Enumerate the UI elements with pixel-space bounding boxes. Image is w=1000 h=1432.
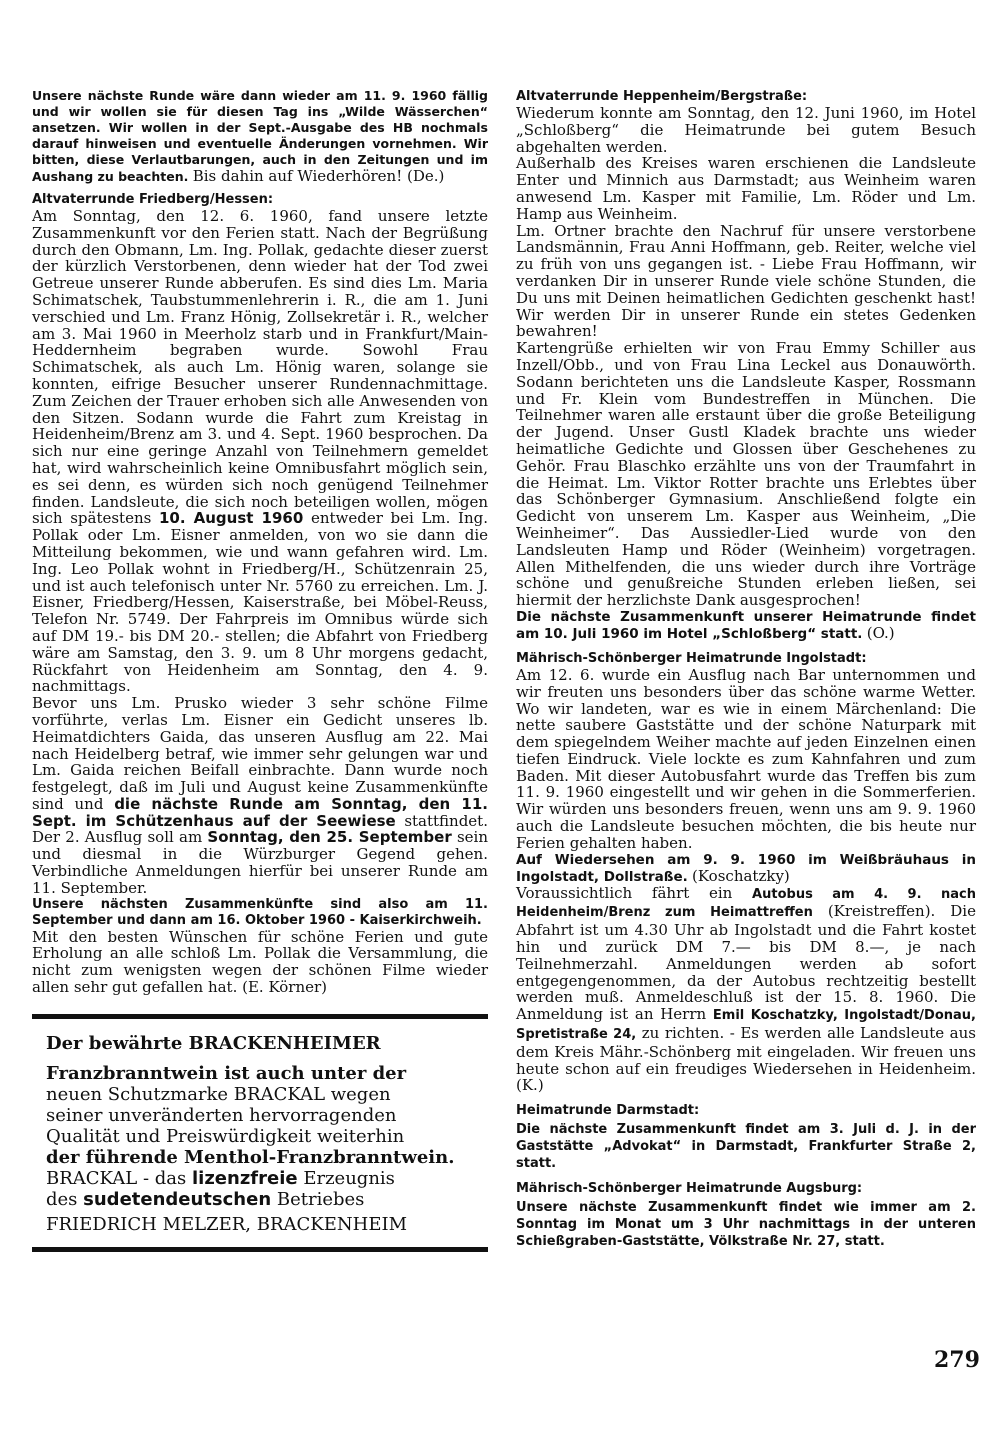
heading-darmstadt: Heimatrunde Darmstadt: [516,1103,700,1119]
section-darmstadt [516,1102,976,1172]
heading-heppenheim: Altvaterrunde Heppenheim/Bergstraße: [516,89,808,104]
ad-line-3: seiner unveränderten hervorragenden [46,1104,397,1126]
section-ingolstadt [516,650,976,1094]
ingolstadt-paragraph-3: Voraussichtlich fährt ein Autobus am 4. 9. nach Heidenheim/Brenz zum Heimattreffen (Kreistreffen). Die Abfahrt ist um 4.30 Uhr ab Ingolstadt und die Fahrt kostet hin und zurück DM 7.— bis DM 8.—, je nach Teilnehmerzahl. Anmeldungen werden ab sofort entgegengenommen, da der Autobus rechtzeitig bestellt werden muß. Anmeldeschluß ist der 15. 8. 1960. Die Anmeldung ist an Herrn Emil Koschatzky, Ingolstadt/Donau, Spretistraße 24, zu richten. - Es werden alle Landsleute aus dem Kreis Mähr.-Schönberg mit eingeladen. Wir freuen uns heute schon auf ein freudiges Wiedersehen in Heidenheim. (K.) [516,883,976,1095]
ad-line-8: FRIEDRICH MELZER, BRACKENHEIM [46,1213,408,1235]
ad-line-4: Qualität und Preiswürdigkeit weiterhin [46,1125,405,1147]
ingolstadt-paragraph-2: Auf Wiedersehen am 9. 9. 1960 im Weißbräuhaus in Ingolstadt, Dollstraße. (Koschatzky) [516,851,976,885]
left-column [32,88,488,1252]
darmstadt-paragraph-1: Die nächste Zusammenkunft findet am 3. Juli d. J. in der Gaststätte „Advokat“ in Darmstadt, Frankfurter Straße 2, statt. [516,1122,976,1172]
intro-paragraph: Unsere nächste Runde wäre dann wieder am 11. 9. 1960 fällig und wir wollen sie für diesen Tag ins „Wilde Wässerchen“ ansetzen. Wir wollen in der Sept.-Ausgabe des HB nochmals darauf hinweisen und eventuelle Änderungen vornehmen. Wir bitten, diese Verlautbarungen, auch in den Zeitungen und im Aushang zu beachten. Bis dahin auf Wiederhören! (De.) [32,88,488,185]
ad-bottom-rule [32,1247,488,1252]
ad-line-1: Franzbranntwein ist auch unter der [46,1062,407,1084]
friedberg-paragraph-2: Bevor uns Lm. Prusko wieder 3 sehr schöne Filme vorführte, verlas Lm. Eisner ein Gedicht unseres lb. Heimatdichters Gaida, das unseren Ausflug am 22. Mai nach Heidelberg betraf, wie immer sehr gelungen war und Lm. Gaida reichen Beifall einbrachte. Dann wurde noch festgelegt, daß im Juli und August keine Zusammenkünfte sind und die nächste Runde am Sonntag, den 11. Sept. im Schützenhaus auf der Seewiese stattfindet. Der 2. Ausflug soll am Sonntag, den 25. September sein und diesmal in die Würzburger Gegend gehen. Verbindliche Anmeldungen hierfür bei unserer Runde am 11. September. [32,694,488,897]
ad-line-6: BRACKAL - das lizenzfreie Erzeugnis [46,1167,395,1189]
heppenheim-paragraph-4: Kartengrüße erhielten wir von Frau Emmy Schiller aus Inzell/Obb., und von Frau Lina Leckel aus Donauwörth. Sodann berichteten uns die Landsleute Kasper, Rossmann und Fr. Klein vom Bundestreffen in München. Die Teilnehmer waren alle erstaunt über die große Beteiligung der Jugend. Unser Gustl Kladek brachte uns wieder heimatliche Gedichte und Glossen über Geschehenes zu Gehör. Frau Blaschko erzählte uns von der Traumfahrt in die Heimat. Lm. Viktor Rotter brachte uns Erlebtes über das Schönberger Gymnasium. Anschließend folgte ein Gedicht von unserem Lm. Kasper aus Weinheim, „Die Weinheimer“. Das Aussiedler-Lied wurde von den Landsleuten Hamp und Röder (Weinheim) vorgetragen. Allen Mithelfenden, die uns wieder durch ihre Vorträge schöne und genußreiche Stunden erleben ließen, sei hiermit der herzlichste Dank ausgesprochen! [516,339,976,610]
ad-line-7: des sudetendeutschen Betriebes [46,1188,365,1210]
intro-tail: Bis dahin auf Wiederhören! (De.) [192,167,445,185]
heading-ingolstadt: Mährisch-Schönberger Heimatrunde Ingolstadt: [516,650,867,666]
advertisement [32,1014,488,1252]
friedberg-paragraph-1: Am Sonntag, den 12. 6. 1960, fand unsere letzte Zusammenkunft vor den Ferien statt. Nach der Begrüßung durch den Obmann, Lm. Ing. Pollak, gedachte dieser zuerst der kürzlich Verstorbenen, denn wieder hat der Tod zwei Getreue unserer Runde abberufen. Es sind dies Lm. Maria Schimatschek, Taubstummenlehrerin i. R., die am 1. Juni verschied und Lm. Franz Hönig, Zollsekretär i. R., welcher am 3. Mai 1960 in Meerholz starb und in Frankfurt/Main-Heddernheim begraben wurde. Sowohl Frau Schimatschek, als auch Lm. Hönig waren, solange sie konnten, eifrige Besucher unserer Rundennachmittage. Zum Zeichen der Trauer erhoben sich alle Anwesenden von den Sitzen. Sodann wurde die Fahrt zum Kreistag in Heidenheim/Brenz am 3. und 4. Sept. 1960 besprochen. Da sich nur eine geringe Anzahl von Teilnehmern gemeldet hat, wird wahrscheinlich keine Omnibusfahrt möglich sein, es sei denn, es würden sich noch genügend Teilnehmer finden. Landsleute, die sich noch beteiligen wollen, mögen sich spätestens 10. August 1960 entweder bei Lm. Ing. Pollak oder Lm. Eisner anmelden, von wo sie dann die Mitteilung bekommen, wie und wann gefahren wird. Lm. Ing. Leo Pollak wohnt in Friedberg/H., Schützenrain 25, und ist auch telefonisch unter Nr. 5760 zu erreichen. Lm. J. Eisner, Friedberg/Hessen, Kaiserstraße, bei Möbel-Reuss, Telefon Nr. 5749. Der Fahrpreis im Omnibus würde sich auf DM 19.- bis DM 20.- stellen; die Abfahrt von Friedberg wäre am Samstag, den 3. 9. um 8 Uhr morgens gedacht, Rückfahrt von Heidenheim am Sonntag, den 4. 9. nachmittags. [32,207,488,696]
ad-line-2: neuen Schutzmarke BRACKAL wegen [46,1083,391,1105]
friedberg-paragraph-3: Unsere nächsten Zusammenkünfte sind also am 11. September und dann am 16. Oktober 1960 - Kaiserkirchweih. [32,896,488,928]
heppenheim-paragraph-2: Außerhalb des Kreises waren erschienen die Landsleute Enter und Minnich aus Darmstadt; aus Weinheim waren anwesend Lm. Kasper mit Familie, Lm. Röder und Lm. Hamp aus Weinheim. [516,154,976,223]
heading-friedberg: Altvaterrunde Friedberg/Hessen: [32,192,274,207]
ad-line-5: der führende Menthol-Franzbranntwein. [46,1146,455,1168]
section-heppenheim [516,88,976,642]
heading-augsburg: Mährisch-Schönberger Heimatrunde Augsburg: [516,1181,863,1197]
section-augsburg [516,1180,976,1250]
right-column [516,88,976,1258]
friedberg-paragraph-4: Mit den besten Wünschen für schöne Ferien und gute Erholung an alle schloß Lm. Pollak die Versammlung, die nicht zum wenigsten wegen der schönen Filme wieder allen sehr gut gefallen hat. (E. Körner) [32,927,488,997]
heppenheim-paragraph-5: Die nächste Zusammenkunft unserer Heimatrunde findet am 10. Juli 1960 im Hotel „Schloßberg“ statt. (O.) [516,608,976,642]
ad-title: Der bewährte BRACKENHEIMER [46,1032,381,1054]
page-number: 279 [934,1347,980,1373]
heppenheim-paragraph-1: Wiederum konnte am Sonntag, den 12. Juni 1960, im Hotel „Schloßberg“ die Heimatrunde bei gutem Besuch abgehalten werden. [516,104,976,156]
section-friedberg [32,191,488,996]
augsburg-paragraph-1: Unsere nächste Zusammenkunft findet wie immer am 2. Sonntag im Monat um 3 Uhr nachmittags in der unteren Schießgraben-Gaststätte, Völkstraße Nr. 27, statt. [516,1200,976,1250]
heppenheim-paragraph-3: Lm. Ortner brachte den Nachruf für unsere verstorbene Landsmännin, Frau Anni Hoffmann, geb. Reiter, welche viel zu früh von uns gegangen ist. - Liebe Frau Hoffmann, wir verdanken Dir in unserer Runde viele schöne Stunden, die Du uns mit Deinen heimatlichen Gedichten geschenkt hast! Wir werden Dir in unserer Runde ein stetes Gedenken bewahren! [516,221,976,341]
friedberg-date: 10. August 1960 [158,509,304,528]
ingolstadt-paragraph-1: Am 12. 6. wurde ein Ausflug nach Bar unternommen und wir freuten uns besonders über das schöne warme Wetter. Wo wir landeten, war es wie in einem Märchenland: Die nette saubere Gaststätte und der schöne Naturpark mit dem spiegelndem Weiher machte auf jeden Einzelnen einen tiefen Eindruck. Viele lockte es zum Kahnfahren und zum Baden. Mit dieser Autobusfahrt wurde das Treffen bis zum 11. 9. 1960 eingestellt und wir gehen in die Sommerferien. Wir würden uns besonders freuen, wenn uns am 9. 9. 1960 auch die Landsleute besuchen möchten, die bis heute nur Ferien gehalten haben. [516,665,976,852]
